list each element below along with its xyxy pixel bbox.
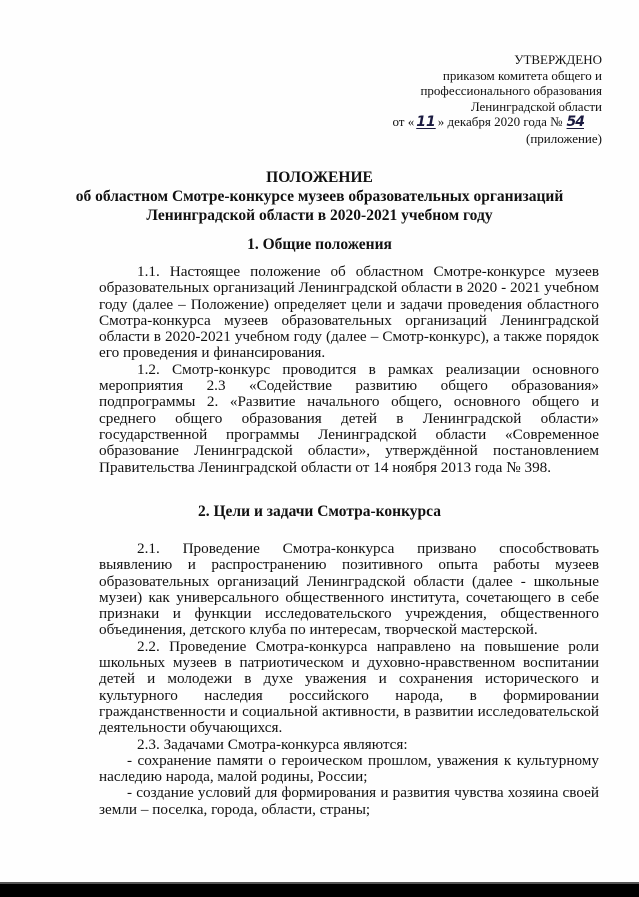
section-2-heading: 2. Цели и задачи Смотра-конкурса <box>198 503 441 520</box>
paragraph-2-1: 2.1. Проведение Смотра-конкурса призвано способствовать выявлению и распространению позитивного опыта работы музеев образовательных организаций Ленинградской области (далее - школьные музеи) как универсального общественного института, сочетающего в себе признаки и функции исследовательского учреждения, общественного объединения, детского клуба по интересам, творческой мастерской. <box>99 540 599 639</box>
approval-attachment-note: (приложение) <box>525 130 602 146</box>
document-subtitle-line1: об областном Смотре-конкурсе музеев образовательных организаций <box>75 188 564 205</box>
task-list-item: - создание условий для формирования и развития чувства хозяина своей земли – поселка, города, области, страны; <box>99 784 599 818</box>
approval-line-region: Ленинградской области <box>470 98 602 114</box>
paragraph-2-2: 2.2. Проведение Смотра-конкурса направлено на повышение роли школьных музеев в патриотическом и духовно-нравственном воспитании детей и молодежи в духе уважения и сохранения исторического и культурного наследия российского народа, в формировании гражданственности и социальной активности, в развитии исследовательской деятельности обучающихся. <box>99 637 599 737</box>
approval-stamp-block <box>302 52 602 146</box>
handwritten-order-day: 11 <box>416 114 436 130</box>
paragraph-1-2: 1.2. Смотр-конкурс проводится в рамках реализации основного мероприятия 2.3 «Содействие развитию общего образования» подпрограммы 2. «Развитие начального общего, основного общего и среднего общего образования детей в Ленинградской области» государственной программы Ленинградской области «Современное образование Ленинградской области», утверждённой постановлением Правительства Ленинградской области от 14 ноября 2013 года № 398. <box>99 360 599 476</box>
approval-heading: УТВЕРЖДЕНО <box>514 52 602 67</box>
order-middle: » декабря 2020 года № <box>437 114 563 129</box>
approval-order-date-line <box>302 114 602 131</box>
approval-line-order-by: приказом комитета общего и <box>442 67 602 83</box>
document-title-block <box>40 168 599 225</box>
section-1-heading: 1. Общие положения <box>247 236 392 253</box>
section-1-body <box>99 264 599 476</box>
order-prefix: от « <box>392 114 415 129</box>
approval-line-committee: профессионального образования <box>420 83 602 98</box>
scan-edge-bar <box>0 884 639 897</box>
document-title: ПОЛОЖЕНИЕ <box>266 169 373 186</box>
document-subtitle-line2: Ленинградской области в 2020-2021 учебном году <box>146 207 493 224</box>
handwritten-order-number: 54 <box>566 114 584 130</box>
task-list-item: - сохранение памяти о героическом прошлом, уважения к культурному наследию народа, малой родины, России; <box>99 751 599 786</box>
paragraph-1-1: 1.1. Настоящее положение об областном Смотре-конкурсе музеев образовательных организаций Ленинградской области в 2020 - 2021 учебном году (далее – Положение) определяет цели и задачи проведения областного Смотра-конкурса музеев образовательных организаций Ленинградской области в 2020-2021 учебном году (далее – Смотр-конкурс), а также порядок его проведения и финансирования. <box>99 263 599 362</box>
section-2-body <box>99 541 599 818</box>
paragraph-2-3: 2.3. Задачами Смотра-конкурса являются: <box>137 735 408 753</box>
